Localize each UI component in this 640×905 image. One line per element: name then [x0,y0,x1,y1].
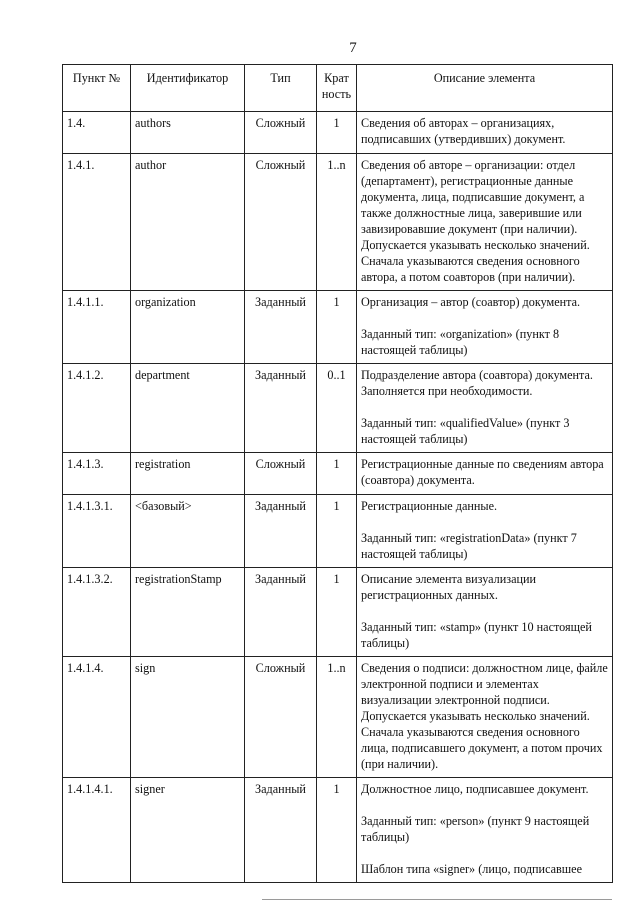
cell-identifier: author [131,154,245,291]
description-text: Сведения о подписи: должностном лице, файле электронной подписи и элементах визуализации электронной подписи. Допускается указывать несколько значений. Сначала указываются сведения основного лица, подписавшего документ, а потом прочих (при наличии). [361,661,608,771]
header-num: Пункт № [63,65,131,112]
cell-identifier: organization [131,291,245,364]
cell-identifier: <базовый> [131,495,245,568]
description-text: Сведения об авторах – организациях, подписавших (утвердивших) документ. [361,116,566,146]
cell-description [357,495,613,568]
description-type-ref: Заданный тип: «stamp» (пункт 10 настоящей таблицы) [361,620,592,650]
cell-multiplicity: 1 [317,778,357,883]
description-text: Подразделение автора (соавтора) документа. Заполняется при необходимости. [361,368,593,398]
cell-identifier: registrationStamp [131,568,245,657]
cell-type: Сложный [245,453,317,495]
table-row [63,453,613,495]
cell-identifier: department [131,364,245,453]
cell-description [357,364,613,453]
description-type-ref: Заданный тип: «qualifiedValue» (пункт 3 настоящей таблицы) [361,416,570,446]
cell-description [357,778,613,883]
cell-num: 1.4.1.4. [63,657,131,778]
cell-num: 1.4.1.3.2. [63,568,131,657]
cell-num: 1.4. [63,112,131,154]
cell-identifier: sign [131,657,245,778]
table-row [63,291,613,364]
header-multiplicity [317,65,357,112]
cell-num: 1.4.1.1. [63,291,131,364]
cell-type: Заданный [245,291,317,364]
description-type-ref: Заданный тип: «organization» (пункт 8 настоящей таблицы) [361,327,560,357]
header-multiplicity-line1: Крат [324,71,349,85]
description-type-ref: Заданный тип: «person» (пункт 9 настоящей таблицы) [361,814,590,844]
cell-num: 1.4.1. [63,154,131,291]
cell-description [357,568,613,657]
cell-multiplicity: 1..n [317,657,357,778]
description-type-ref: Заданный тип: «registrationData» (пункт 7 настоящей таблицы) [361,531,577,561]
cell-type: Заданный [245,778,317,883]
cell-description [357,291,613,364]
cell-type: Сложный [245,112,317,154]
header-type: Тип [245,65,317,112]
description-text: Сведения об авторе – организации: отдел (департамент), регистрационные данные документа, лица, подписавшие документ, а также должностные лица, заверившие или завизировавшие документ (при наличии). Допускается указывать несколько значений. Сначала указываются сведения основного автора, а потом соавторов (при наличии). [361,158,590,284]
cell-type: Сложный [245,657,317,778]
cell-multiplicity: 0..1 [317,364,357,453]
scan-edge-line [262,899,612,900]
header-identifier: Идентификатор [131,65,245,112]
table-header-row [63,65,613,112]
page-number: 7 [349,40,357,56]
cell-multiplicity: 1 [317,453,357,495]
table-row [63,568,613,657]
cell-type: Заданный [245,568,317,657]
cell-multiplicity: 1..n [317,154,357,291]
cell-multiplicity: 1 [317,112,357,154]
table-row [63,364,613,453]
cell-num: 1.4.1.3. [63,453,131,495]
cell-description [357,154,613,291]
header-multiplicity-line2: ность [321,87,352,101]
cell-num: 1.4.1.2. [63,364,131,453]
description-text: Должностное лицо, подписавшее документ. [361,782,589,796]
description-text: Регистрационные данные по сведениям автора (соавтора) документа. [361,457,604,487]
cell-description [357,657,613,778]
cell-num: 1.4.1.4.1. [63,778,131,883]
cell-multiplicity: 1 [317,291,357,364]
element-spec-table [62,64,613,883]
cell-num: 1.4.1.3.1. [63,495,131,568]
cell-type: Заданный [245,364,317,453]
description-text: Регистрационные данные. [361,499,498,513]
cell-identifier: authors [131,112,245,154]
cell-type: Заданный [245,495,317,568]
header-description: Описание элемента [357,65,613,112]
cell-multiplicity: 1 [317,495,357,568]
table-row [63,112,613,154]
table-row [63,495,613,568]
cell-multiplicity: 1 [317,568,357,657]
cell-identifier: signer [131,778,245,883]
table-row [63,778,613,883]
description-template: Шаблон типа «signer» (лицо, подписавшее [361,862,582,876]
cell-type: Сложный [245,154,317,291]
table-row [63,657,613,778]
description-text: Описание элемента визуализации регистрационных данных. [361,572,537,602]
description-text: Организация – автор (соавтор) документа. [361,295,581,309]
cell-identifier: registration [131,453,245,495]
table-row [63,154,613,291]
cell-description [357,453,613,495]
cell-description [357,112,613,154]
